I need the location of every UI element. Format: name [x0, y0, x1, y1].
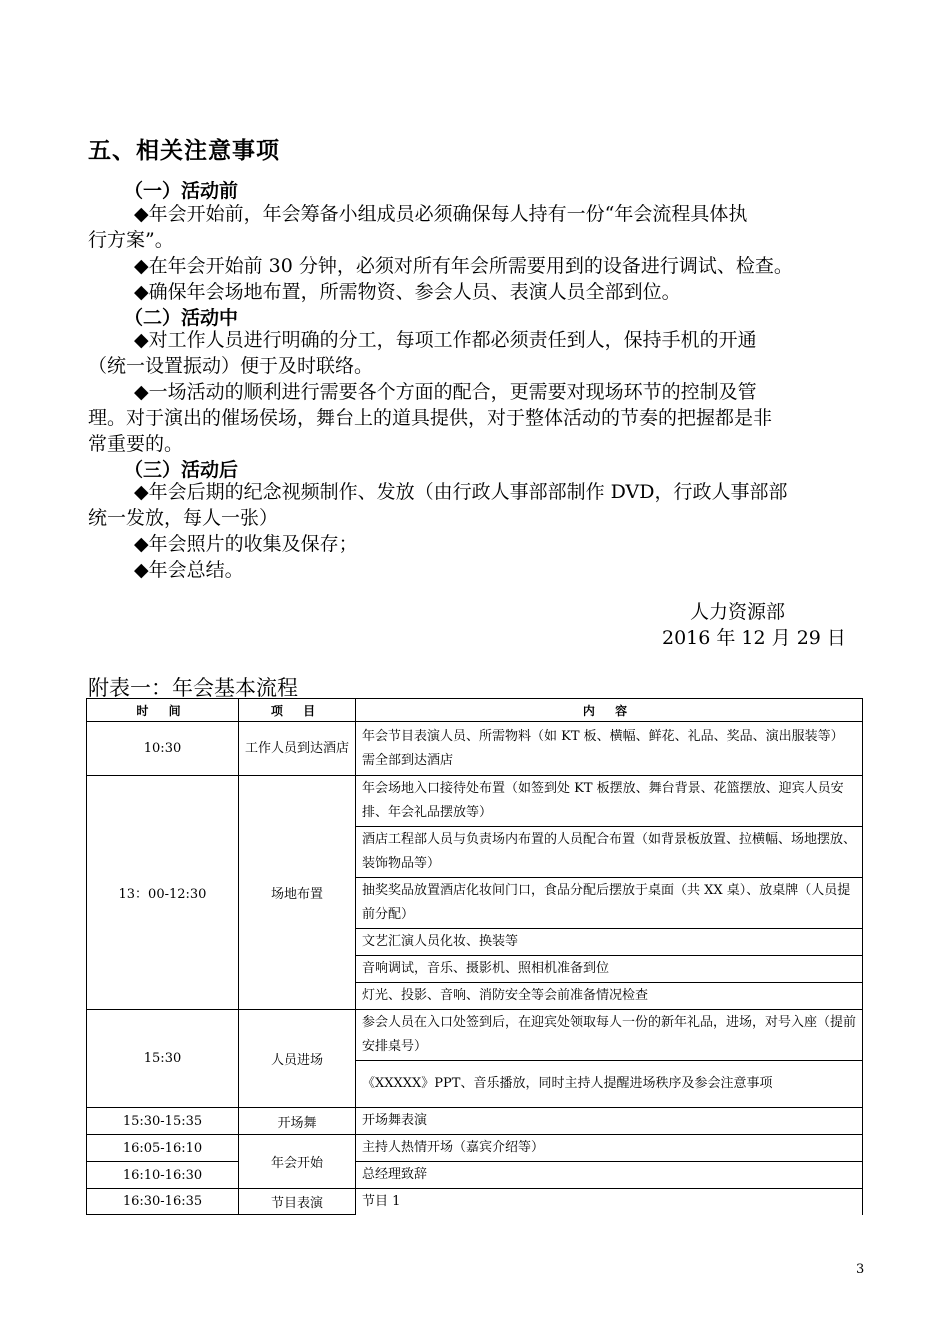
page-number: 3	[856, 1262, 865, 1277]
paragraph-line: ◆年会照片的收集及保存；	[134, 533, 358, 555]
schedule-table	[86, 698, 863, 1215]
signature-department: 人力资源部	[690, 601, 786, 623]
cell-content: 主持人热情开场（嘉宾介绍等）	[356, 1135, 863, 1162]
paragraph-line: 统一发放，每人一张）	[88, 507, 279, 529]
cell-time: 15:30-15:35	[87, 1108, 239, 1135]
table-row	[87, 1189, 863, 1215]
cell-content: 节目 1	[356, 1189, 863, 1215]
cell-item: 工作人员到达酒店	[239, 722, 356, 776]
cell-item: 人员进场	[239, 1010, 356, 1108]
paragraph-line: 行方案”。	[88, 229, 174, 251]
table-row	[87, 776, 863, 827]
cell-content: 参会人员在入口处签到后，在迎宾处领取每人一份的新年礼品，进场，对号入座（提前安排桌号）	[356, 1010, 863, 1061]
cell-content: 音响调试，音乐、摄影机、照相机准备到位	[356, 956, 863, 983]
cell-content: 年会场地入口接待处布置（如签到处 KT 板摆放、舞台背景、花篮摆放、迎宾人员安排、年会礼品摆放等）	[356, 776, 863, 827]
cell-item: 开场舞	[239, 1108, 356, 1135]
subsection-heading-after: （三）活动后	[124, 459, 239, 481]
signature-date: 2016 年 12 月 29 日	[662, 627, 846, 649]
paragraph-line: 理。对于演出的催场侯场，舞台上的道具提供，对于整体活动的节奏的把握都是非	[88, 407, 773, 429]
cell-time: 15:30	[87, 1010, 239, 1108]
table-header-row	[87, 699, 863, 722]
header-content: 内 容	[356, 699, 863, 722]
paragraph-line: ◆年会总结。	[134, 559, 244, 581]
cell-time: 16:10-16:30	[87, 1162, 239, 1189]
cell-item: 年会开始	[239, 1135, 356, 1189]
paragraph-line: ◆对工作人员进行明确的分工，每项工作都必须责任到人，保持手机的开通	[134, 329, 757, 351]
paragraph-line: 常重要的。	[88, 433, 184, 455]
paragraph-line: （统一设置振动）便于及时联络。	[88, 355, 374, 377]
paragraph-line: ◆在年会开始前 30 分钟，必须对所有年会所需要用到的设备进行调试、检查。	[134, 255, 793, 277]
table-row	[87, 722, 863, 776]
cell-time: 16:05-16:10	[87, 1135, 239, 1162]
cell-content: 酒店工程部人员与负责场内布置的人员配合布置（如背景板放置、拉横幅、场地摆放、装饰物品等）	[356, 827, 863, 878]
header-item: 项 目	[239, 699, 356, 722]
cell-time: 16:30-16:35	[87, 1189, 239, 1215]
cell-content: 文艺汇演人员化妆、换装等	[356, 929, 863, 956]
section-title: 五、相关注意事项	[88, 138, 280, 164]
cell-content: 年会节目表演人员、所需物料（如 KT 板、横幅、鲜花、礼品、奖品、演出服装等）需全部到达酒店	[356, 722, 863, 776]
table-row	[87, 1162, 863, 1189]
appendix-title: 附表一：年会基本流程	[88, 676, 298, 700]
subsection-heading-before: （一）活动前	[124, 180, 239, 202]
cell-content: 灯光、投影、音响、消防安全等会前准备情况检查	[356, 983, 863, 1010]
cell-content: 开场舞表演	[356, 1108, 863, 1135]
paragraph-line: ◆确保年会场地布置，所需物资、参会人员、表演人员全部到位。	[134, 281, 681, 303]
paragraph-line: ◆年会后期的纪念视频制作、发放（由行政人事部部制作 DVD，行政人事部部	[134, 481, 788, 503]
subsection-heading-during: （二）活动中	[124, 307, 239, 329]
paragraph-line: ◆一场活动的顺利进行需要各个方面的配合，更需要对现场环节的控制及管	[134, 381, 757, 403]
cell-item: 场地布置	[239, 776, 356, 1010]
cell-content: 总经理致辞	[356, 1162, 863, 1189]
table-row	[87, 1010, 863, 1061]
paragraph-line: ◆年会开始前，年会筹备小组成员必须确保每人持有一份“年会流程具体执	[134, 203, 748, 225]
header-time: 时 间	[87, 699, 239, 722]
cell-content: 《XXXXX》PPT、音乐播放，同时主持人提醒进场秩序及参会注意事项	[356, 1061, 863, 1108]
cell-content: 抽奖奖品放置酒店化妆间门口，食品分配后摆放于桌面（共 XX 桌）、放桌牌（人员提前分配）	[356, 878, 863, 929]
table-row	[87, 1108, 863, 1135]
table-row	[87, 1135, 863, 1162]
cell-time: 10:30	[87, 722, 239, 776]
cell-time: 13：00-12:30	[87, 776, 239, 1010]
cell-item: 节目表演	[239, 1189, 356, 1215]
